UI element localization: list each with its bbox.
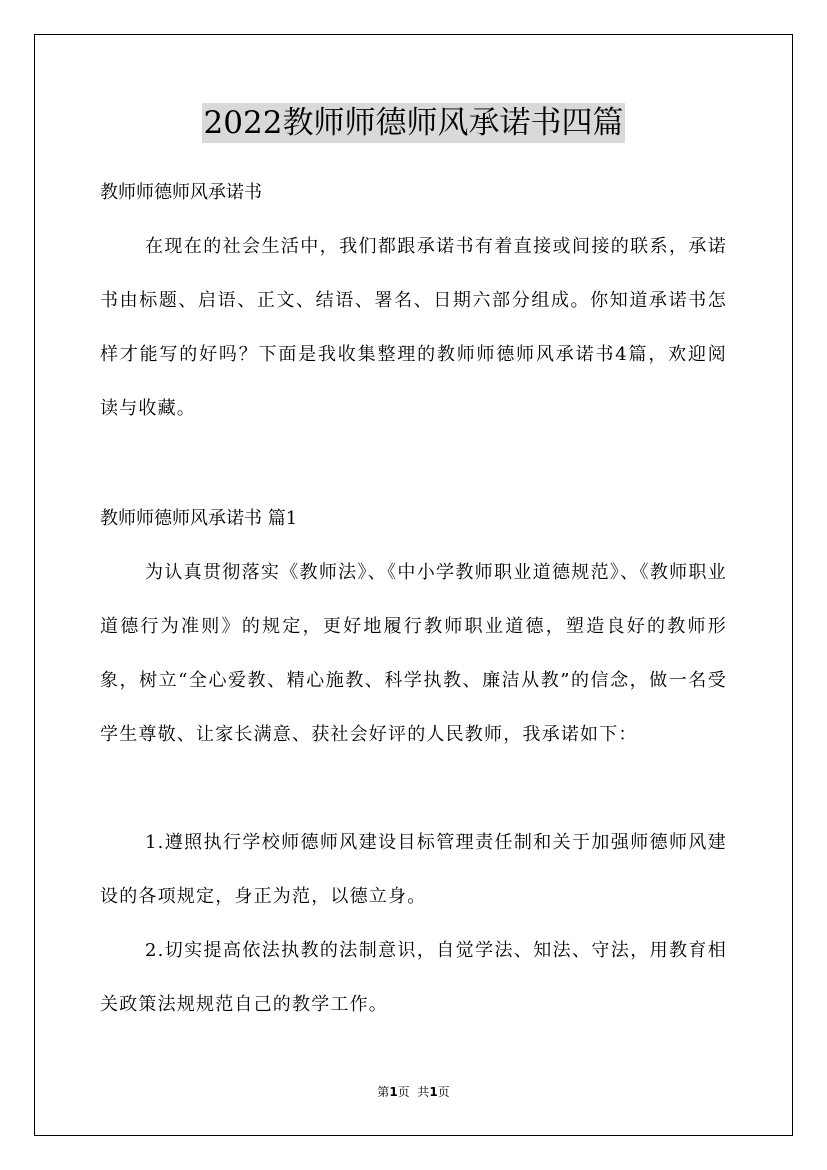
intro-heading: 教师师德师风承诺书 <box>100 182 262 203</box>
section1-paragraph-3: 2.切实提高依法执教的法制意识，自觉学法、知法、守法，用教育相关政策法规规范自己的教学工作。 <box>100 940 727 1015</box>
section1-heading: 教师师德师风承诺书 篇1 <box>100 508 298 529</box>
footer-total-pages: 1 <box>429 1085 438 1099</box>
footer-page-mid: 页 共 <box>397 1085 430 1099</box>
footer-page-suffix: 页 <box>437 1085 450 1099</box>
section1-paragraph-2: 1.遵照执行学校师德师风建设目标管理责任制和关于加强师德师风建设的各项规定，身正为范，以德立身。 <box>100 832 727 907</box>
footer-page-prefix: 第 <box>377 1085 390 1099</box>
footer-page-number: 1 <box>389 1085 398 1099</box>
document-title: 2022教师师德师风承诺书四篇 <box>203 105 624 141</box>
page-footer <box>0 1084 827 1100</box>
section1-paragraph-1: 为认真贯彻落实《教师法》、《中小学教师职业道德规范》、《教师职业道德行为准则》的规定，更好地履行教师职业道德，塑造良好的教师形象，树立“全心爱教、精心施教、科学执教、廉洁从教”的信念，做一名受学生尊敬、让家长满意、获社会好评的人民教师，我承诺如下： <box>100 562 727 745</box>
intro-paragraph: 在现在的社会生活中，我们都跟承诺书有着直接或间接的联系，承诺书由标题、启语、正文、结语、署名、日期六部分组成。你知道承诺书怎样才能写的好吗？下面是我收集整理的教师师德师风承诺书4篇，欢迎阅读与收藏。 <box>100 236 727 419</box>
title-container <box>0 103 827 143</box>
